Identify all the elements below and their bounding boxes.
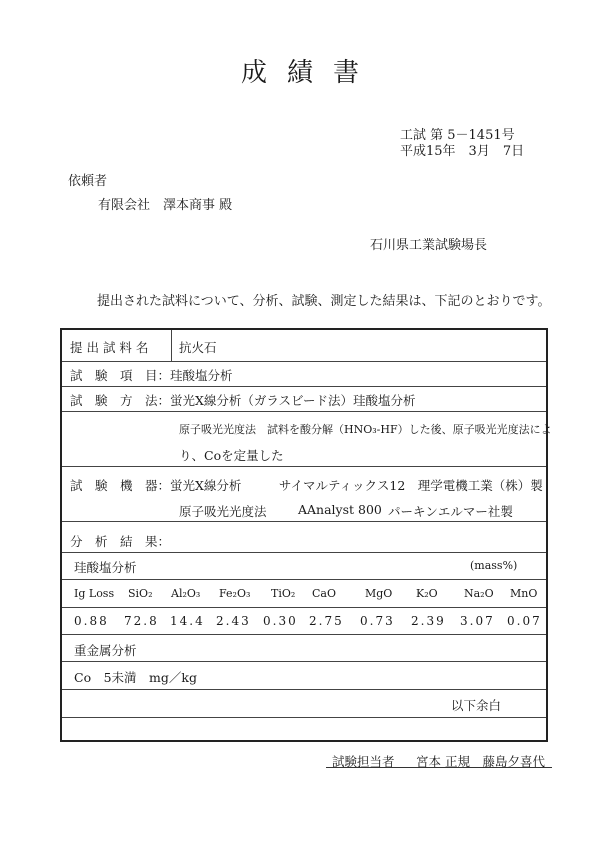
column-divider [171, 330, 172, 361]
report-table [60, 328, 552, 742]
signature-underline [326, 767, 552, 768]
row-divider [62, 361, 546, 362]
result-value: 14.4 [170, 614, 205, 628]
column-header: MgO [365, 587, 393, 600]
tester-label: 試験担当者 [332, 754, 395, 769]
row-divider [62, 661, 546, 662]
row-divider [62, 386, 546, 387]
column-header: TiO₂ [271, 587, 296, 600]
column-header: CaO [312, 587, 336, 600]
column-header: Na₂O [464, 587, 494, 600]
row-divider [62, 466, 546, 467]
row-divider [62, 634, 546, 635]
column-header: SiO₂ [128, 587, 153, 600]
sample-label: 提 出 試 料 名 [70, 340, 149, 355]
row-divider [62, 579, 546, 580]
row-divider [62, 521, 546, 522]
test-method: 試 験 方 法：蛍光X線分析（ガラスビード法）珪酸塩分析 [70, 393, 416, 408]
result-value: 3.07 [460, 614, 495, 628]
method-detail-line-2: り、Coを定量した [179, 448, 284, 463]
requester-label: 依頼者 [68, 174, 108, 189]
result-value: 0.07 [507, 614, 542, 628]
column-header: K₂O [416, 587, 438, 600]
equipment-2-name: 原子吸光光度法 [179, 504, 267, 519]
row-divider [62, 607, 546, 608]
row-divider [62, 689, 546, 690]
tester-names: 宮本 正規 藤島夕喜代 [416, 754, 545, 769]
result-value: 0.73 [360, 614, 395, 628]
test-item: 試 験 項 目：珪酸塩分析 [70, 368, 233, 383]
end-note: 以下余白 [451, 698, 502, 713]
equipment-2-model: AAnalyst 800 [298, 502, 382, 517]
result-value: 0.30 [263, 614, 298, 628]
reference-number: 工試 第 5－1451号 [400, 128, 515, 143]
document-title: 成績書 [240, 58, 379, 88]
column-header: Ig Loss [74, 587, 115, 600]
result-value: 0.88 [74, 614, 109, 628]
result-value: 2.43 [216, 614, 251, 628]
row-divider [62, 411, 546, 412]
result-value: 2.39 [411, 614, 446, 628]
sample-value: 抗火石 [179, 340, 217, 355]
heavy-metal-label: 重金属分析 [74, 643, 137, 658]
row-divider [62, 552, 546, 553]
issue-date: 平成15年 3月 7日 [400, 144, 525, 159]
column-header: MnO [510, 587, 538, 600]
equipment-2-maker: パーキンエルマー社製 [388, 504, 513, 519]
intro-text: 提出された試料について、分析、試験、測定した結果は、下記のとおりです。 [97, 294, 551, 309]
results-label: 分 析 結 果： [70, 534, 171, 549]
silicate-label: 珪酸塩分析 [74, 560, 137, 575]
unit-label: (mass%) [470, 559, 518, 572]
row-divider [62, 717, 546, 718]
cobalt-result: Co 5未満 mg／kg [74, 670, 197, 685]
result-value: 72.8 [124, 614, 159, 628]
column-header: Fe₂O₃ [219, 587, 251, 600]
method-detail-line-1: 原子吸光光度法 試料を酸分解（HNO₃-HF）した後、原子吸光光度法によ [179, 423, 552, 436]
column-header: Al₂O₃ [171, 587, 201, 600]
requester-name: 有限会社 澤本商事 殿 [98, 198, 233, 213]
equipment-line-1: 試 験 機 器：蛍光X線分析 サイマルティックス12 理学電機工業（株）製 [70, 478, 543, 493]
issuer-name: 石川県工業試験場長 [370, 238, 488, 253]
result-value: 2.75 [309, 614, 344, 628]
